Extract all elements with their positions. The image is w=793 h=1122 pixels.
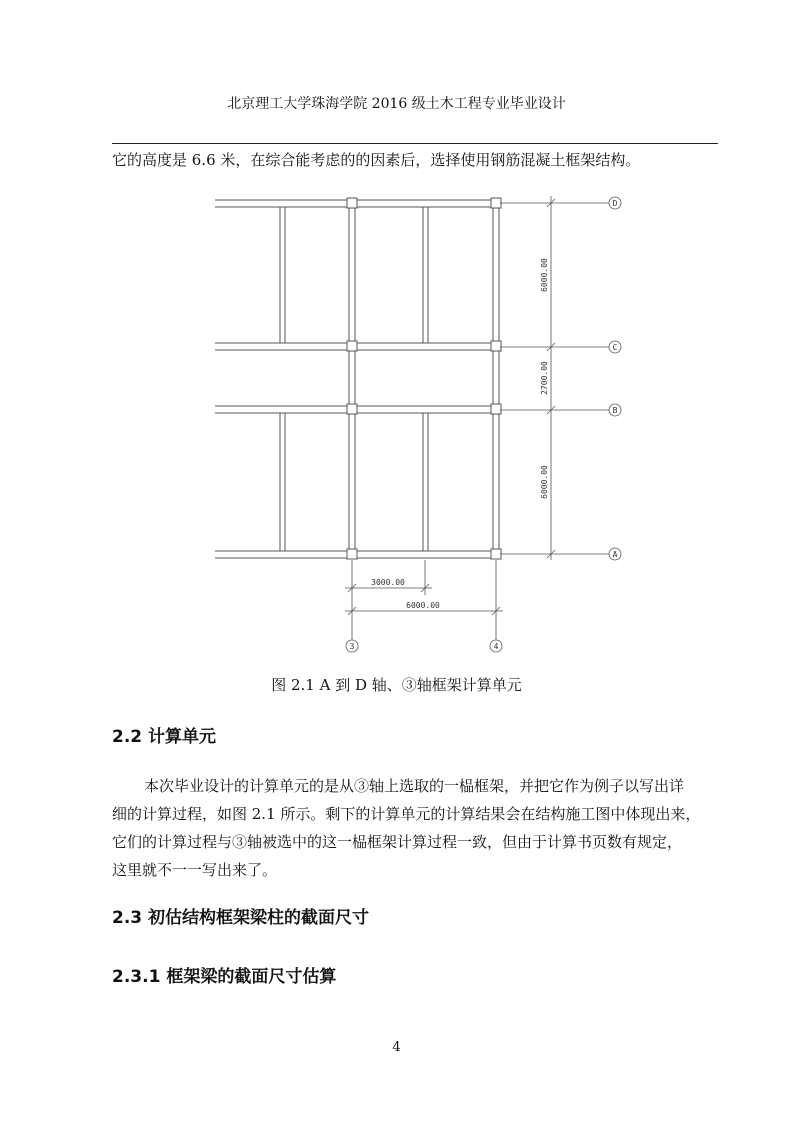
- paragraph-line: 细的计算过程，如图 2.1 所示。剩下的计算单元的计算结果会在结构施工图中体现出来，: [112, 805, 701, 823]
- dim-label-3000: 3000.00: [371, 578, 405, 587]
- axis-label-4: 4: [493, 642, 499, 651]
- axis-label-D: D: [612, 199, 618, 208]
- paragraph-line: 本次毕业设计的计算单元的是从③轴上选取的一榀框架，并把它作为例子以写出详: [144, 777, 685, 795]
- heading-2-2: 2.2 计算单元: [112, 727, 217, 747]
- dim-label-top-6000: 6000.00: [540, 258, 549, 292]
- axis-label-B: B: [612, 406, 618, 415]
- axis-label-3: 3: [349, 642, 355, 651]
- dim-label-bottom-6000: 6000.00: [540, 465, 549, 499]
- column-nodes: [347, 198, 501, 559]
- heading-2-3: 2.3 初估结构框架梁柱的截面尺寸: [112, 908, 370, 928]
- axis-label-A: A: [612, 550, 618, 559]
- intro-line: 它的高度是 6.6 米，在综合能考虑的的因素后，选择使用钢筋混凝土框架结构。: [112, 151, 641, 169]
- figure-caption: 图 2.1 A 到 D 轴、③轴框架计算单元: [271, 676, 522, 694]
- axis-label-C: C: [612, 343, 618, 352]
- paragraph-2-2: [112, 772, 718, 884]
- secondary-beams: [280, 207, 428, 551]
- axis-leader-lines: [352, 203, 609, 640]
- page-number: 4: [392, 1040, 401, 1055]
- girder-col-3: [349, 200, 355, 558]
- girder-col-4: [493, 200, 499, 558]
- dim-label-middle-2700: 2700.00: [540, 361, 549, 395]
- paragraph-line: 它们的计算过程与③轴被选中的这一榀框架计算过程一致，但由于计算书页数有规定，: [112, 833, 683, 851]
- running-header: 北京理工大学珠海学院 2016 级土木工程专业毕业设计: [227, 96, 566, 112]
- heading-2-3-1: 2.3.1 框架梁的截面尺寸估算: [112, 967, 337, 987]
- dim-label-6000: 6000.00: [406, 601, 440, 610]
- paragraph-line: 这里就不一一写出来了。: [112, 861, 278, 879]
